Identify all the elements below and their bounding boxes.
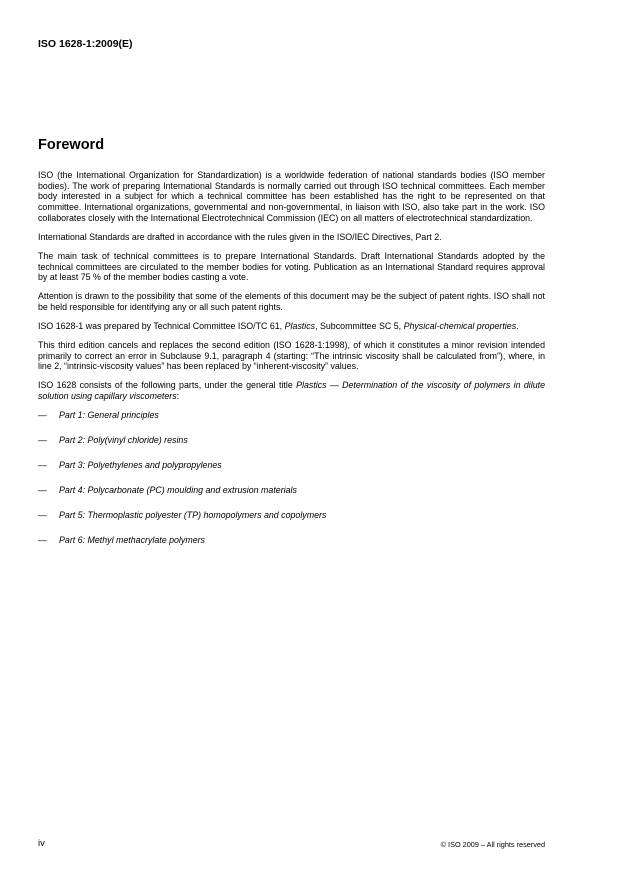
list-item xyxy=(38,485,545,496)
prepared-by-text-1: ISO 1628-1 was prepared by Technical Committee ISO/TC 61, xyxy=(38,320,285,331)
parts-intro-text: ISO 1628 consists of the following parts, under the general title xyxy=(38,380,297,391)
list-item xyxy=(38,435,545,446)
parts-intro-colon: : xyxy=(176,391,180,402)
paragraph-prepared-by xyxy=(38,321,545,332)
paragraph-drafting-rules: International Standards are drafted in accordance with the rules given in the ISO/IEC Directives, Part 2. xyxy=(38,231,442,242)
paragraph-edition-note: This third edition cancels and replaces the second edition (ISO 1628-1:1998), of which it constitutes a minor revision intended primarily to correct an error in Subclause 9.1, paragraph 4 (starting: “The intrinsic viscosity shall be calculated from”), where, in line 2, “intrinsic-viscosity values” has been replaced by “inherent-viscosity” values. xyxy=(38,339,545,372)
foreword-body xyxy=(38,170,545,560)
dash: — xyxy=(38,534,47,545)
document-id-header: ISO 1628-1:2009(E) xyxy=(38,38,133,50)
prepared-by-text-2: , Subcommittee SC 5, xyxy=(315,320,404,331)
dash: — xyxy=(38,460,47,470)
page-number: iv xyxy=(38,838,45,849)
dash: — xyxy=(38,435,47,446)
committee-name: Plastics xyxy=(284,320,316,331)
parts-list xyxy=(38,410,545,546)
part-label: Part 4: Polycarbonate (PC) moulding and extrusion materials xyxy=(59,484,297,495)
list-item xyxy=(38,460,545,471)
dash: — xyxy=(38,410,47,421)
part-label: Part 1: General principles xyxy=(59,410,159,421)
part-label: Part 2: Poly(vinyl chloride) resins xyxy=(59,435,188,446)
part-label: Part 5: Thermoplastic polyester (TP) homopolymers and copolymers xyxy=(59,509,327,520)
copyright-notice: © ISO 2009 – All rights reserved xyxy=(440,840,545,849)
page-title: Foreword xyxy=(38,137,105,153)
list-item xyxy=(38,510,545,521)
paragraph-iso-overview: ISO (the International Organization for Standardization) is a worldwide federation of national standards bodies (ISO member bodies). The work of preparing International Standards is normally carried out through ISO technical committees. Each member body interested in a subject for which a technical committee has been established has the right to be represented on that committee. International organizations, governmental and non-governmental, in liaison with ISO, also take part in the work. ISO collaborates closely with the International Electrotechnical Commission (IEC) on all matters of electrotechnical standardization. xyxy=(38,170,545,223)
general-title: Plastics — Determination of the viscosity of polymers in dilute solution using capillary viscometers xyxy=(38,380,546,402)
list-item xyxy=(38,410,545,421)
part-label: Part 3: Polyethylenes and polypropylenes xyxy=(59,460,222,470)
list-item xyxy=(38,535,545,546)
dash: — xyxy=(38,509,47,520)
dash: — xyxy=(38,484,47,495)
paragraph-parts-intro xyxy=(38,380,545,401)
prepared-by-text-3: . xyxy=(516,320,519,331)
paragraph-patent-rights: Attention is drawn to the possibility that some of the elements of this document may be the subject of patent rights. ISO shall not be held responsible for identifying any or all such patent rights. xyxy=(38,291,545,312)
part-label: Part 6: Methyl methacrylate polymers xyxy=(59,534,205,545)
paragraph-committee-task: The main task of technical committees is to prepare International Standards. Draft International Standards adopted by the technical committees are circulated to the member bodies for voting. Publication as an International Standard requires approval by at least 75 % of the member bodies casting a vote. xyxy=(38,250,545,283)
subcommittee-name: Physical-chemical properties xyxy=(403,320,517,331)
